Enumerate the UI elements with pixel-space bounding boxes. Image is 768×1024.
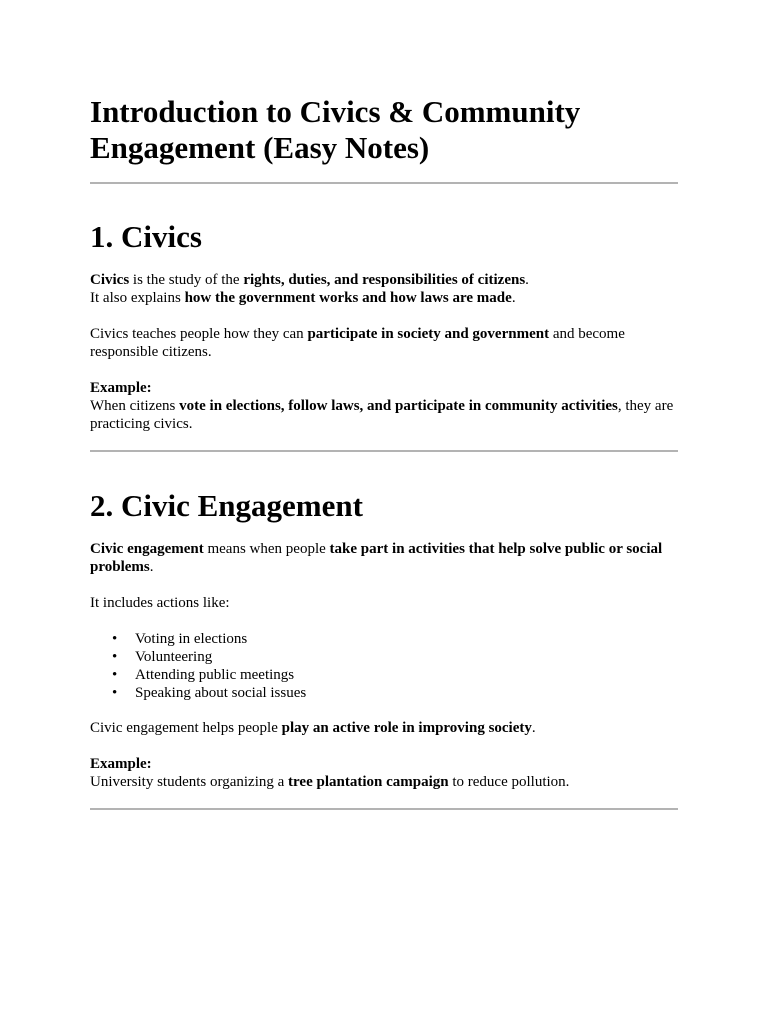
document-title: Introduction to Civics & Community Engagement (Easy Notes)	[90, 94, 581, 165]
civics-definition	[90, 271, 678, 307]
text-run: Civics teaches people how they can	[90, 326, 308, 342]
list-item	[90, 648, 306, 666]
list-item	[90, 684, 306, 702]
list-item-text: Voting in elections	[135, 631, 248, 647]
text-run: It also explains	[90, 290, 185, 306]
section-heading-civics: 1. Civics	[90, 219, 202, 254]
text-run: to reduce pollution.	[448, 774, 570, 790]
bold-run: play an active role in improving society	[281, 720, 532, 736]
section-heading-civic-engagement: 2. Civic Engagement	[90, 488, 363, 523]
engagement-paragraph	[90, 719, 678, 737]
list-item	[90, 666, 306, 684]
divider	[90, 808, 678, 810]
bold-run: how the government works and how laws are made	[184, 290, 512, 306]
bullet-icon: •	[112, 649, 118, 665]
divider	[90, 450, 678, 452]
example-label: Example:	[90, 756, 152, 772]
text-run: University students organizing a	[90, 774, 289, 790]
text-run: .	[531, 720, 536, 736]
term-civics: Civics	[90, 272, 130, 288]
list-item-text: Speaking about social issues	[135, 685, 307, 701]
engagement-definition	[90, 540, 678, 576]
text-run: Civic engagement helps people	[90, 720, 282, 736]
bullet-icon: •	[112, 685, 118, 701]
bold-run: tree plantation campaign	[288, 774, 449, 790]
example-label: Example:	[90, 380, 152, 396]
divider	[90, 182, 678, 184]
text-run: , they are practicing civics.	[90, 398, 674, 432]
list-item	[90, 630, 306, 648]
bold-run: participate in society and government	[307, 326, 550, 342]
engagement-intro: It includes actions like:	[90, 595, 230, 611]
term-civic-engagement: Civic engagement	[90, 541, 204, 557]
civics-example	[90, 379, 678, 433]
bullet-icon: •	[112, 667, 118, 683]
bold-run: vote in elections, follow laws, and participate in community activities	[179, 398, 618, 414]
bullet-icon: •	[112, 631, 118, 647]
list-item-text: Volunteering	[135, 649, 213, 665]
bold-run: rights, duties, and responsibilities of citizens	[243, 272, 526, 288]
text-run: .	[525, 272, 529, 288]
engagement-actions-list	[90, 630, 306, 702]
text-run: .	[511, 290, 516, 306]
engagement-example	[90, 755, 678, 791]
list-item-text: Attending public meetings	[135, 667, 295, 683]
civics-paragraph	[90, 325, 678, 361]
text-run: means when people	[203, 541, 330, 557]
text-run: is the study of the	[129, 272, 244, 288]
text-run: When citizens	[90, 398, 180, 414]
text-run: .	[149, 559, 154, 575]
text-run: and become responsible citizens.	[90, 326, 625, 360]
bold-run: take part in activities that help solve public or social problems	[90, 541, 663, 575]
